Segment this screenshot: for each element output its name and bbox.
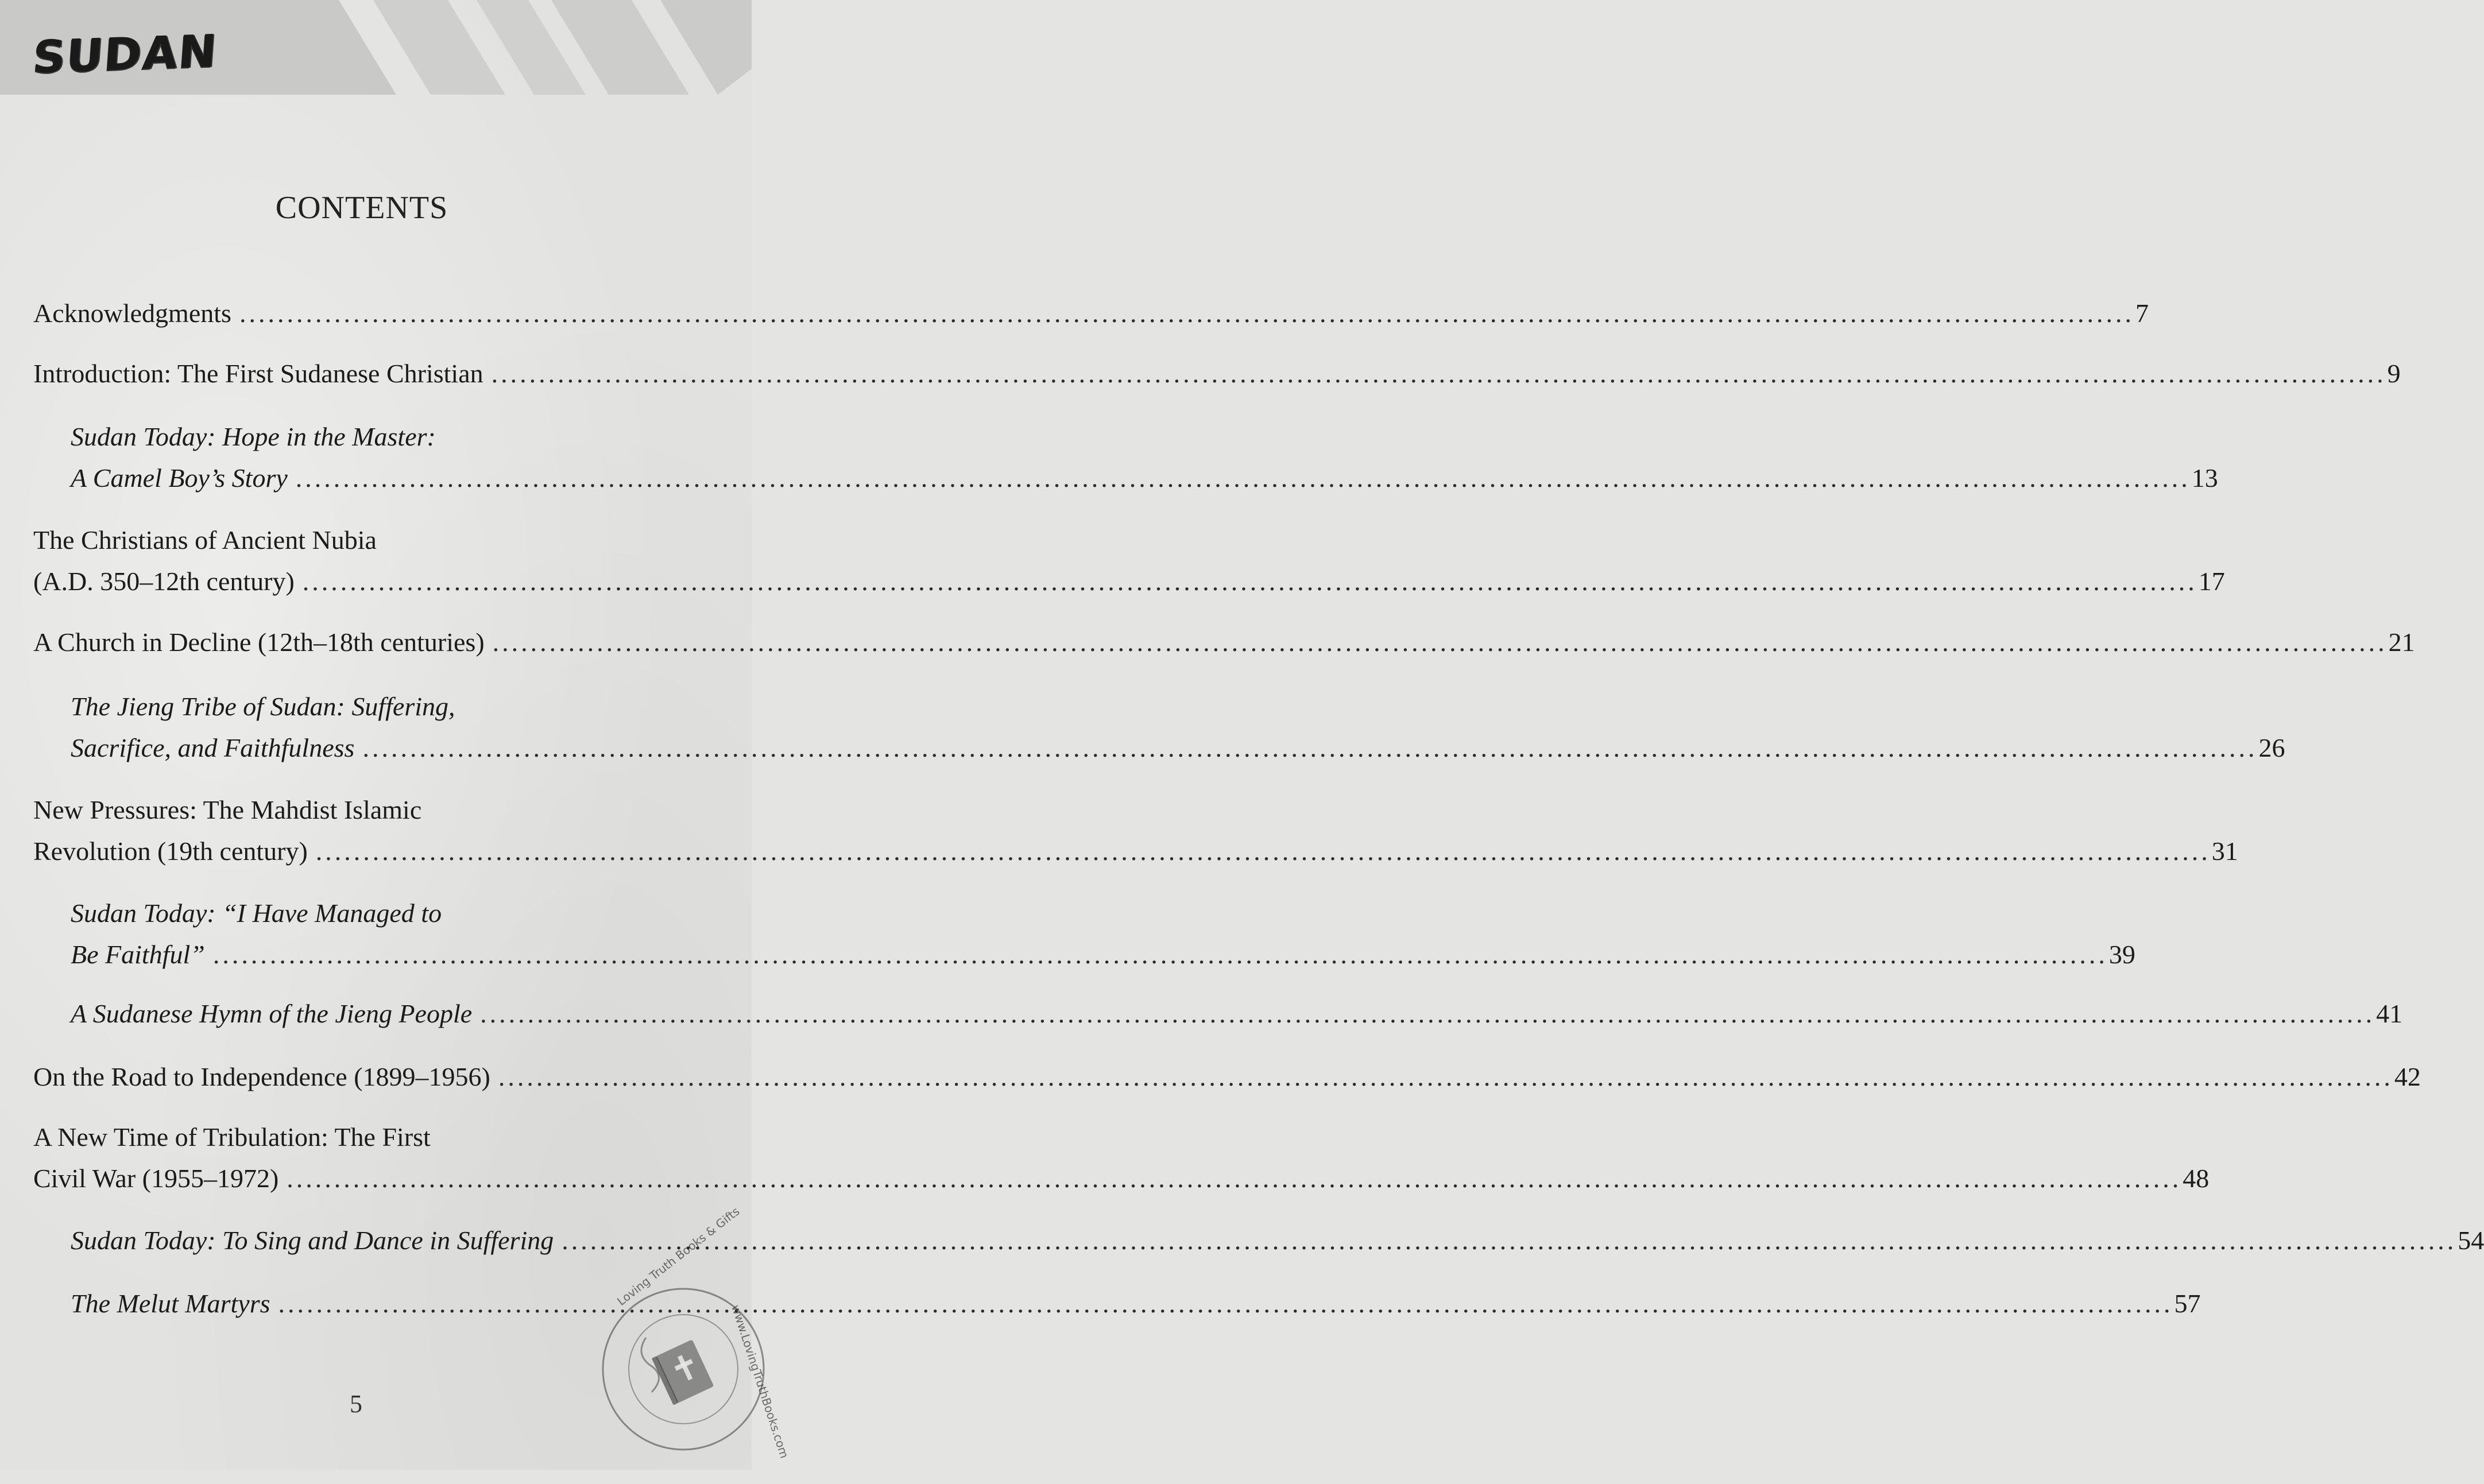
toc-entry-title: The Christians of Ancient Nubia [33,525,377,555]
dot-leader: ........................................................................................................................................................................................................ [295,463,2191,493]
toc-page-number: 21 [2388,627,2415,657]
toc-page-number: 48 [2183,1164,2210,1193]
toc-entry-line [33,1158,2210,1199]
toc-entry-line [33,1117,694,1158]
header-band [0,0,752,95]
toc-entry-line [71,727,2285,769]
toc-entry-title: On the Road to Independence (1899–1956) [33,1062,490,1091]
toc-entry [33,789,2238,872]
dot-leader: ........................................................................................................................................................................................................ [315,836,2211,866]
toc-entry-line [33,353,2401,394]
toc-page-number: 26 [2258,733,2285,762]
toc-entry-line [33,789,694,831]
toc-page-number: 9 [2387,359,2401,388]
toc-entry-title: The Melut Martyrs [71,1289,270,1318]
dot-leader: ........................................................................................................................................................................................................ [212,940,2108,969]
toc-entry-title: Revolution (19th century) [33,836,308,866]
toc-entry [71,993,2403,1034]
stamp-text-right: www.LovingTruthBooks.com [729,1303,792,1460]
toc-entry-title: A New Time of Tribulation: The First [33,1122,431,1152]
toc-page-number: 17 [2198,567,2225,596]
toc-entry-title: A Sudanese Hymn of the Jieng People [71,999,473,1028]
dot-leader: ........................................................................................................................................................................................................ [480,999,2375,1028]
toc-entry-line [33,561,2225,602]
dot-leader: ........................................................................................................................................................................................................ [239,299,2134,328]
toc-entry [71,893,2135,975]
toc-page-number: 7 [2135,299,2149,328]
toc-entry [33,353,2401,394]
toc-entry [71,686,2285,769]
toc-entry-title: Sudan Today: Hope in the Master: [71,422,436,451]
toc-entry-title: Sacrifice, and Faithfulness [71,733,355,762]
toc-page-number: 41 [2376,999,2403,1028]
toc-entry-line [33,1056,2421,1098]
toc-page-number: 54 [2458,1226,2484,1255]
toc-entry-line [71,934,2135,975]
watermark-stamp [591,1204,792,1481]
bible-cross-icon [652,1339,714,1405]
toc-entry [33,1056,2421,1098]
dot-leader: ........................................................................................................................................................................................................ [492,627,2388,657]
toc-entry [33,293,2149,334]
stamp-text-top: Loving Truth Books & Gifts [614,1204,742,1308]
dot-leader: ........................................................................................................................................................................................................ [287,1164,2182,1193]
toc-entry-line [71,458,2218,499]
toc-entry-title: Be Faithful” [71,940,205,969]
toc-entry-line [33,831,2238,872]
toc-entry-line [33,520,694,561]
toc-entry-title: (A.D. 350–12th century) [33,567,295,596]
dot-leader: ........................................................................................................................................................................................................ [491,359,2386,388]
toc-entry-title: A Camel Boy’s Story [71,463,288,493]
toc-entry [33,1117,2210,1199]
toc-entry-line [71,893,694,934]
toc-entry-title: Acknowledgments [33,299,231,328]
series-logo: SUDAN [31,25,219,84]
toc-entry [71,416,2218,499]
toc-entry-title: Introduction: The First Sudanese Christian [33,359,483,388]
toc-page-number: 13 [2191,463,2218,493]
toc-entry-line [33,622,2415,663]
toc-entry-title: The Jieng Tribe of Sudan: Suffering, [71,692,455,721]
toc-entry-line [33,293,2149,334]
toc-page-number: 31 [2211,836,2238,866]
toc-entry-line [71,416,694,458]
toc-entry [71,1220,2484,1261]
dot-leader: ........................................................................................................................................................................................................ [278,1289,2173,1318]
toc-entry-line [71,993,2403,1034]
page-number: 5 [350,1390,362,1418]
toc-entry-title: Sudan Today: To Sing and Dance in Suffering [71,1226,554,1255]
toc-page-number: 42 [2394,1062,2421,1091]
toc-entry [33,622,2415,663]
toc-entry-title: Civil War (1955–1972) [33,1164,279,1193]
toc-page-number: 57 [2174,1289,2201,1318]
toc-entry-title: Sudan Today: “I Have Managed to [71,898,442,928]
dot-leader: ........................................................................................................................................................................................................ [498,1062,2393,1091]
toc-entry-title: New Pressures: The Mahdist Islamic [33,795,422,824]
dot-leader: ........................................................................................................................................................................................................ [562,1226,2457,1255]
dot-leader: ........................................................................................................................................................................................................ [302,567,2197,596]
toc-entry-title: A Church in Decline (12th–18th centuries) [33,627,485,657]
toc-entry [33,520,2225,602]
dot-leader: ........................................................................................................................................................................................................ [362,733,2258,762]
toc-page-number: 39 [2108,940,2135,969]
toc-entry-line [71,686,694,727]
toc-entry-line [71,1220,2484,1261]
contents-title: CONTENTS [275,190,448,226]
